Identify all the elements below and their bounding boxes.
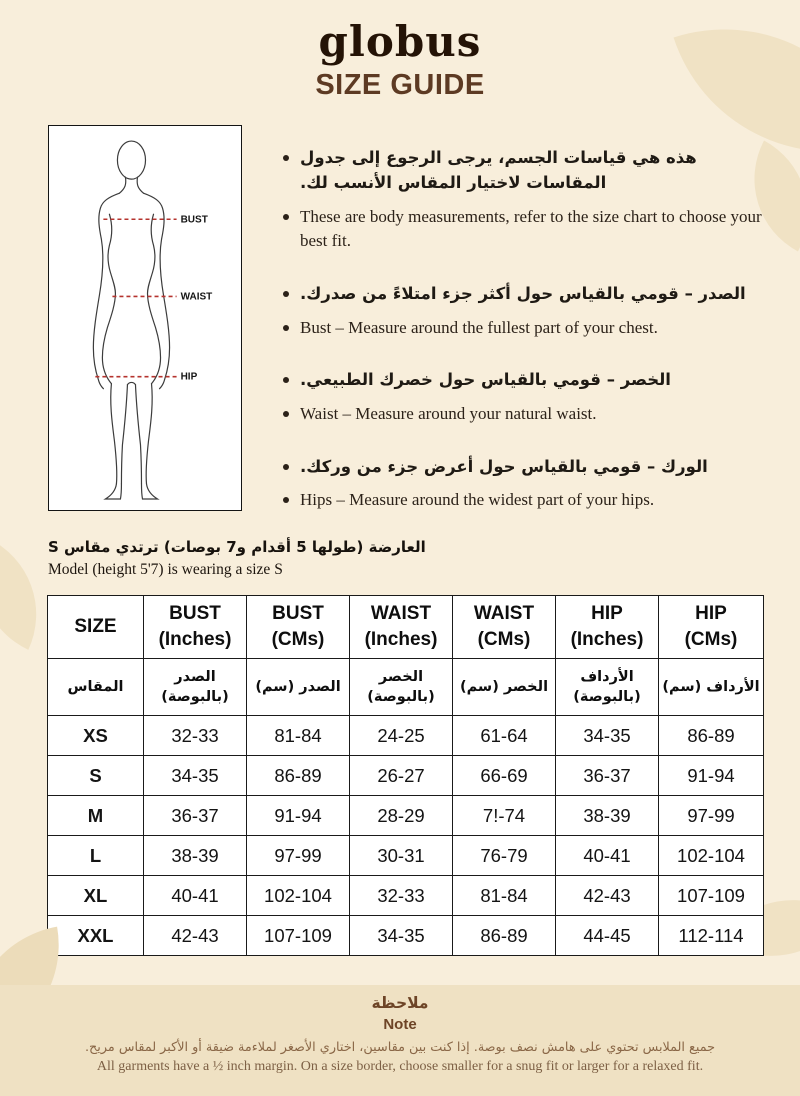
measurement-cell: 97-99 [659,796,764,836]
instruction-arabic [283,455,765,480]
column-header: HIP (Inches) [556,596,659,659]
measurement-cell: 91-94 [659,756,764,796]
measurement-cell: 107-109 [659,876,764,916]
measurement-cell: 36-37 [144,796,247,836]
measurement-cell: 107-109 [247,916,350,956]
bullet-icon [283,155,289,161]
size-label-cell: XL [48,876,144,916]
measurement-instructions [283,146,765,541]
column-header: الخصر (سم) [453,659,556,716]
measurement-cell: 102-104 [247,876,350,916]
bullet-icon [283,464,289,470]
size-table-head [48,596,764,716]
measurement-cell: 34-35 [556,716,659,756]
instruction-english [283,205,765,254]
model-note [48,536,608,579]
measurement-cell: 38-39 [144,836,247,876]
size-row [48,756,764,796]
column-header: WAIST (Inches) [350,596,453,659]
bullet-icon [283,411,289,417]
measurement-cell: 86-89 [453,916,556,956]
measurement-cell: 91-94 [247,796,350,836]
instruction-group-hip [283,455,765,513]
measurement-cell: 34-35 [350,916,453,956]
instruction-english [283,402,765,427]
instruction-arabic [283,368,765,393]
instruction-group-overview [283,146,765,254]
measurement-cell: 66-69 [453,756,556,796]
bullet-icon [283,325,289,331]
size-row [48,716,764,756]
measurement-cell: 86-89 [247,756,350,796]
measurement-cell: 42-43 [144,916,247,956]
bullet-icon [283,291,289,297]
brand-logo: globus [318,17,482,66]
note-title-english: Note [383,1016,417,1033]
instruction-text-en: Hips – Measure around the widest part of your hips. [300,490,655,510]
instruction-group-waist [283,368,765,426]
waist-label: WAIST [180,291,213,303]
column-header: الأرداف (بالبوصة) [556,659,659,716]
column-header: BUST (Inches) [144,596,247,659]
measurement-cell: 97-99 [247,836,350,876]
measurement-cell: 40-41 [144,876,247,916]
measurement-cell: 76-79 [453,836,556,876]
page-title: SIZE GUIDE [315,69,485,102]
size-table-container [47,595,763,956]
column-header: SIZE [48,596,144,659]
bullet-icon [283,214,289,220]
measurement-cell: 38-39 [556,796,659,836]
instruction-text-en: These are body measurements, refer to the size chart to choose your best fit. [300,206,762,251]
size-table-body [48,716,764,956]
size-label-cell: XS [48,716,144,756]
measurement-cell: 61-64 [453,716,556,756]
measurement-cell: 26-27 [350,756,453,796]
column-header: الأرداف (سم) [659,659,764,716]
instruction-arabic [283,146,765,196]
header [0,17,800,102]
size-label-cell: L [48,836,144,876]
note-section [0,985,800,1096]
column-header: BUST (CMs) [247,596,350,659]
note-body-arabic: جميع الملابس تحتوي على هامش نصف بوصة. إذا كنت بين مقاسين، اختاري الأصغر لملاءمة ضيقة أو الأكبر لمقاس مريح. [84,1040,716,1055]
column-header: WAIST (CMs) [453,596,556,659]
body-measurement-figure [48,125,242,511]
note-body-english: All garments have a ½ inch margin. On a size border, choose smaller for a snug fit or larger for a relaxed fit. [96,1059,704,1074]
column-header: الصدر (بالبوصة) [144,659,247,716]
table-header-row-english [48,596,764,659]
measurement-cell: 24-25 [350,716,453,756]
instruction-group-bust [283,282,765,340]
measurement-cell: 36-37 [556,756,659,796]
body-figure-illustration [49,126,241,510]
size-row [48,916,764,956]
measurement-cell: 32-33 [144,716,247,756]
measurement-cell: 44-45 [556,916,659,956]
bust-label: BUST [180,214,208,226]
size-label-cell: XXL [48,916,144,956]
measurement-cell: 81-84 [453,876,556,916]
bullet-icon [283,497,289,503]
measurement-cell: 102-104 [659,836,764,876]
measurement-cell: 28-29 [350,796,453,836]
instruction-arabic [283,282,765,307]
size-table [47,595,764,956]
instruction-text-ar: هذه هي قياسات الجسم، يرجى الرجوع إلى جدول المقاسات لاختيار المقاس الأنسب لك. [300,148,697,192]
column-header: الخصر (بالبوصة) [350,659,453,716]
instruction-text-ar: الخصر – قومي بالقياس حول خصرك الطبيعي. [300,370,671,390]
measurement-cell: 42-43 [556,876,659,916]
measurement-cell: 112-114 [659,916,764,956]
measurement-cell: 34-35 [144,756,247,796]
size-label-cell: S [48,756,144,796]
size-row [48,836,764,876]
model-note-english: Model (height 5'7) is wearing a size S [48,560,283,578]
instruction-text-en: Waist – Measure around your natural waist. [300,403,597,423]
hip-label: HIP [180,371,198,383]
column-header: HIP (CMs) [659,596,764,659]
model-note-arabic: العارضة (طولها 5 أقدام و7 بوصات) ترتدي مقاس S [48,538,426,556]
note-title-arabic: ملاحظة [371,994,429,1012]
measurement-cell: 40-41 [556,836,659,876]
measurement-cell: 32-33 [350,876,453,916]
instruction-text-en: Bust – Measure around the fullest part of your chest. [300,317,658,337]
measurement-cell: 7!-74 [453,796,556,836]
instruction-english [283,488,765,513]
instruction-english [283,316,765,341]
table-header-row-arabic [48,659,764,716]
measurement-cell: 30-31 [350,836,453,876]
size-row [48,796,764,836]
column-header: المقاس [48,659,144,716]
size-label-cell: M [48,796,144,836]
column-header: الصدر (سم) [247,659,350,716]
instruction-text-ar: الورك – قومي بالقياس حول أعرض جزء من وركك. [300,456,708,476]
measurement-cell: 86-89 [659,716,764,756]
instruction-text-ar: الصدر – قومي بالقياس حول أكثر جزء امتلاءً من صدرك. [300,283,746,303]
size-row [48,876,764,916]
bullet-icon [283,377,289,383]
measurement-cell: 81-84 [247,716,350,756]
